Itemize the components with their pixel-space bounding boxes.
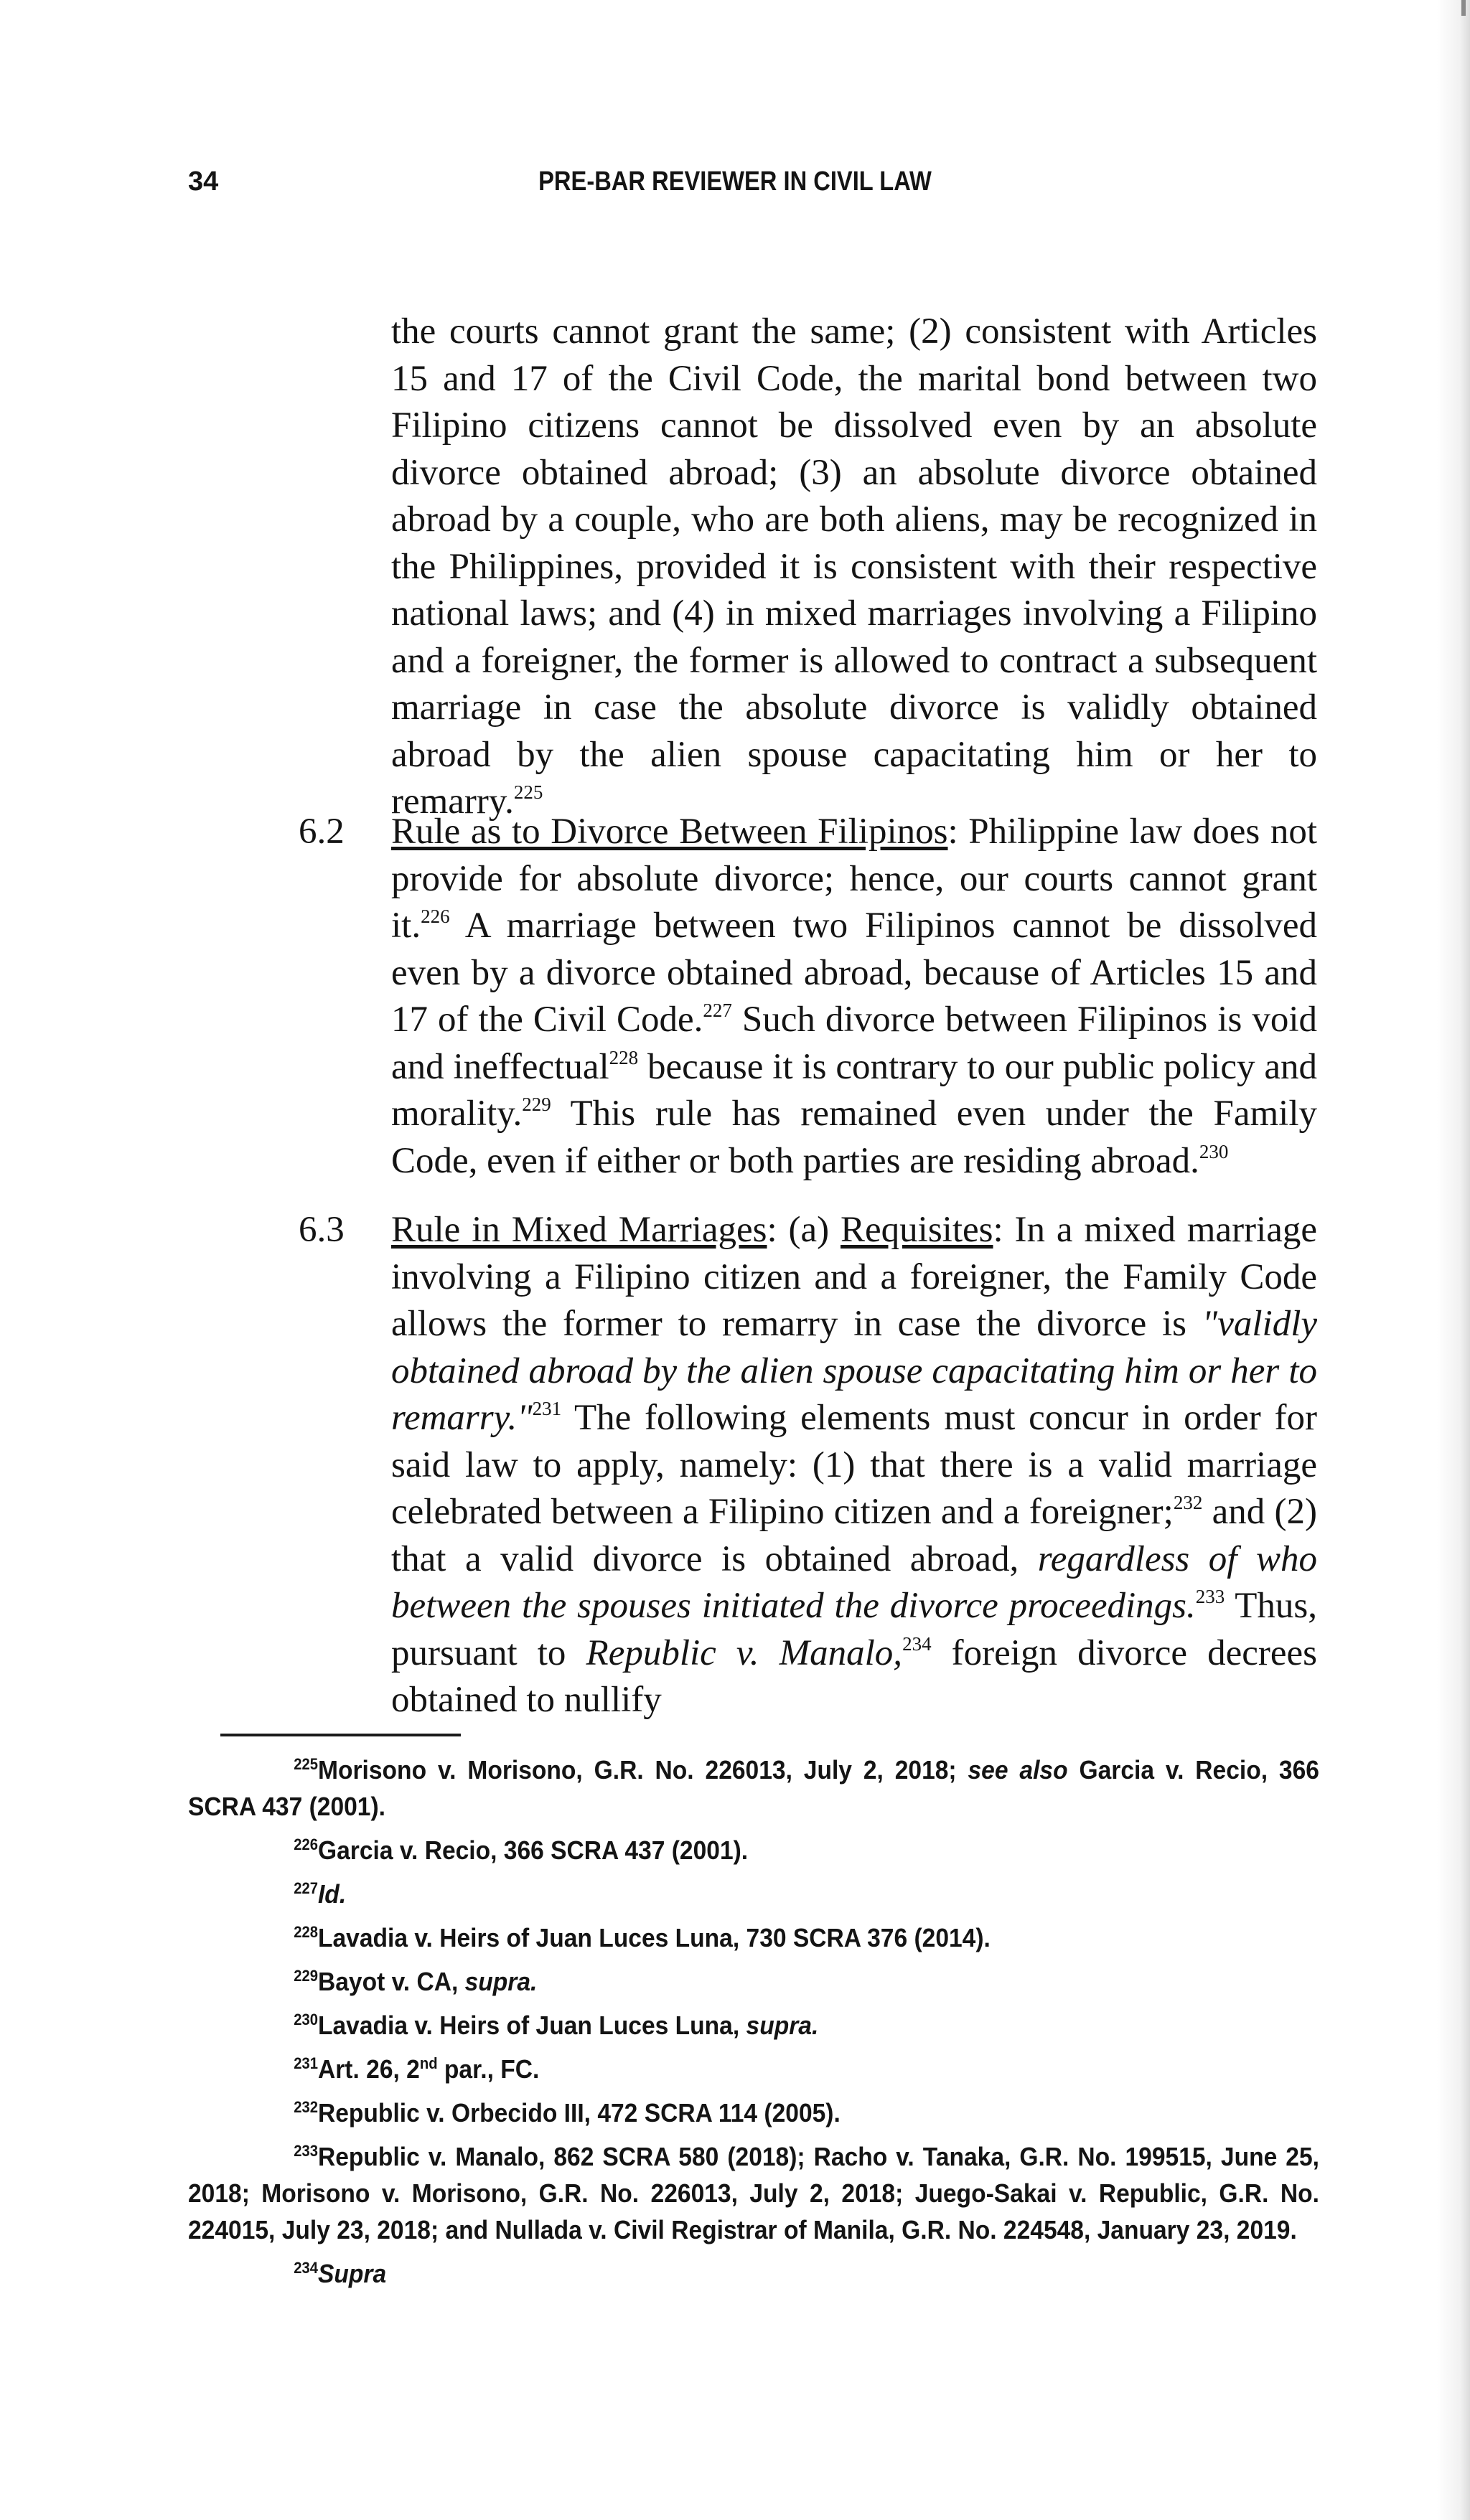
footnote-ref: 234: [902, 1632, 932, 1655]
footnote-text: Republic v. Orbecido III, 472 SCRA 114 (2005).: [317, 2098, 841, 2128]
subheading: Requisites: [841, 1210, 993, 1250]
footnote-number: 225: [294, 1755, 318, 1773]
section-text: and (2) that a valid divorce is obtained abroad,: [391, 1492, 1317, 1579]
footnote-ref: 230: [1199, 1140, 1229, 1162]
footnote-italic: supra.: [746, 2011, 819, 2040]
footnote-text: Republic v. Manalo, 862 SCRA 580 (2018); Racho v. Tanaka, G.R. No. 199515, June 25, 2018; Morisono v. Morisono, G.R. No. 226013, July 2, 2018; Juego-Sakai v. Republic, G.R. No. 224015, July 23, 2018; and Nullada v. Civil Registrar of Manila, G.R. No. 224548, January 23, 2019.: [188, 2142, 1319, 2244]
section-text: foreign divorce decrees obtained to nullify: [391, 1632, 1317, 1720]
page-number: 34: [188, 166, 219, 197]
section-text: Such divorce between Filipinos is void and ineffectual: [391, 1000, 1317, 1087]
footnote-text: Garcia v. Recio, 366 SCRA 437 (2001).: [188, 1755, 1319, 1821]
section-text: because it is contrary to our public policy and morality.: [391, 1046, 1317, 1134]
section-text: This rule has remained even under the Family Code, even if either or both parties are residing abroad.: [391, 1094, 1317, 1181]
footnote-number: 226: [294, 1835, 318, 1853]
section-heading: Rule in Mixed Marriages: [391, 1210, 767, 1250]
footnote-number: 227: [294, 1879, 318, 1897]
footnote: [188, 2094, 1319, 2131]
footnote-italic: see also: [968, 1755, 1068, 1785]
footnote-text: Art. 26, 2: [317, 2054, 420, 2084]
scan-edge-mark: [1461, 0, 1466, 16]
footnote-number: 233: [294, 2142, 318, 2160]
footnote-ref: 229: [522, 1094, 551, 1115]
section-body: [391, 809, 1317, 1185]
footnote: [188, 1919, 1319, 1956]
footnote-ref: 226: [421, 906, 450, 927]
section-body: [391, 1207, 1317, 1724]
footnote: [188, 2255, 1319, 2292]
footnote-ref: 232: [1173, 1492, 1203, 1513]
footnote: [188, 1876, 1319, 1912]
footnote-italic: Supra: [317, 2259, 387, 2288]
emphasized-text: regardless of who between the spouses initiated the divorce proceedings.: [391, 1538, 1317, 1626]
footnote-text: Garcia v. Recio, 366 SCRA 437 (2001).: [317, 1835, 749, 1865]
heading-separator: :: [947, 812, 958, 852]
footnote: [188, 2007, 1319, 2044]
footnote-number: 232: [294, 2098, 318, 2116]
section-text: A marriage between two Filipinos cannot be dissolved even by a divorce obtained abroad, because of Articles 15 and 17 of the Civil Code.: [391, 906, 1317, 1040]
ordinal-suffix: nd: [419, 2054, 438, 2072]
footnote-text: Bayot v. CA,: [317, 1967, 465, 1996]
footnote-text: Lavadia v. Heirs of Juan Luces Luna, 730 SCRA 376 (2014).: [317, 1923, 991, 1952]
footnote-number: 234: [294, 2259, 318, 2277]
footnote-number: 231: [294, 2054, 318, 2072]
footnotes: [188, 1752, 1319, 2299]
footnote-number: 229: [294, 1967, 318, 1985]
footnote-number: 230: [294, 2011, 318, 2028]
paragraph-continuation: [391, 309, 1317, 826]
heading-separator: : (a): [767, 1210, 841, 1250]
footnote-italic: Id.: [317, 1879, 347, 1909]
footnote-italic: supra.: [464, 1967, 538, 1996]
running-header: PRE-BAR REVIEWER IN CIVIL LAW: [538, 166, 932, 197]
footnote-ref: 233: [1195, 1586, 1225, 1607]
section-text: : In a mixed marriage involving a Filipino citizen and a foreigner, the Family Code allows the former to remarry in case the divorce is: [391, 1210, 1317, 1344]
footnote-ref: 231: [532, 1398, 562, 1419]
quoted-text: "validly obtained abroad by the alien spouse capacitating him or her to remarry.": [391, 1304, 1317, 1438]
footnote: [188, 2051, 1319, 2087]
footnote: [188, 1752, 1319, 1825]
footnote-ref: 225: [513, 781, 543, 803]
footnote: [188, 2138, 1319, 2248]
footnote-separator: [220, 1734, 461, 1736]
paragraph-text: the courts cannot grant the same; (2) consistent with Articles 15 and 17 of the Civil Code, the marital bond between two Filipino citizens cannot be dissolved even by an absolute divorce obtained abroad; (3) an absolute divorce obtained abroad by a couple, who are both aliens, may be recognized in the Philippines, provided it is consistent with their respective national laws; and (4) in mixed marriages involving a Filipino and a foreigner, the former is allowed to contract a subsequent marriage in case the absolute divorce is validly obtained abroad by the alien spouse capacitating him or her to remarry.: [391, 311, 1317, 822]
section-heading: Rule as to Divorce Between Filipinos: [391, 812, 948, 852]
section-text: The following elements must concur in order for said law to apply, namely: (1) that there is a valid marriage celebrated between a Filipino citizen and a foreigner;: [391, 1398, 1317, 1532]
page-edge-shadow: [1437, 0, 1470, 2520]
section-text: Thus, pursuant to: [391, 1586, 1317, 1673]
footnote: [188, 1963, 1319, 2000]
section-number: 6.2: [299, 812, 345, 852]
footnote-text: Lavadia v. Heirs of Juan Luces Luna,: [317, 2011, 746, 2040]
footnote-ref: 227: [703, 1000, 732, 1021]
footnote: [188, 1832, 1319, 1868]
case-name: Republic v. Manalo,: [586, 1632, 903, 1673]
footnote-text: par., FC.: [437, 2054, 540, 2084]
footnote-number: 228: [294, 1923, 318, 1941]
section-text: Philippine law does not provide for absolute divorce; hence, our courts cannot grant it.: [391, 812, 1317, 946]
footnote-ref: 228: [609, 1046, 639, 1068]
footnote-text: Morisono v. Morisono, G.R. No. 226013, July 2, 2018;: [317, 1755, 968, 1785]
section-number: 6.3: [299, 1210, 345, 1250]
